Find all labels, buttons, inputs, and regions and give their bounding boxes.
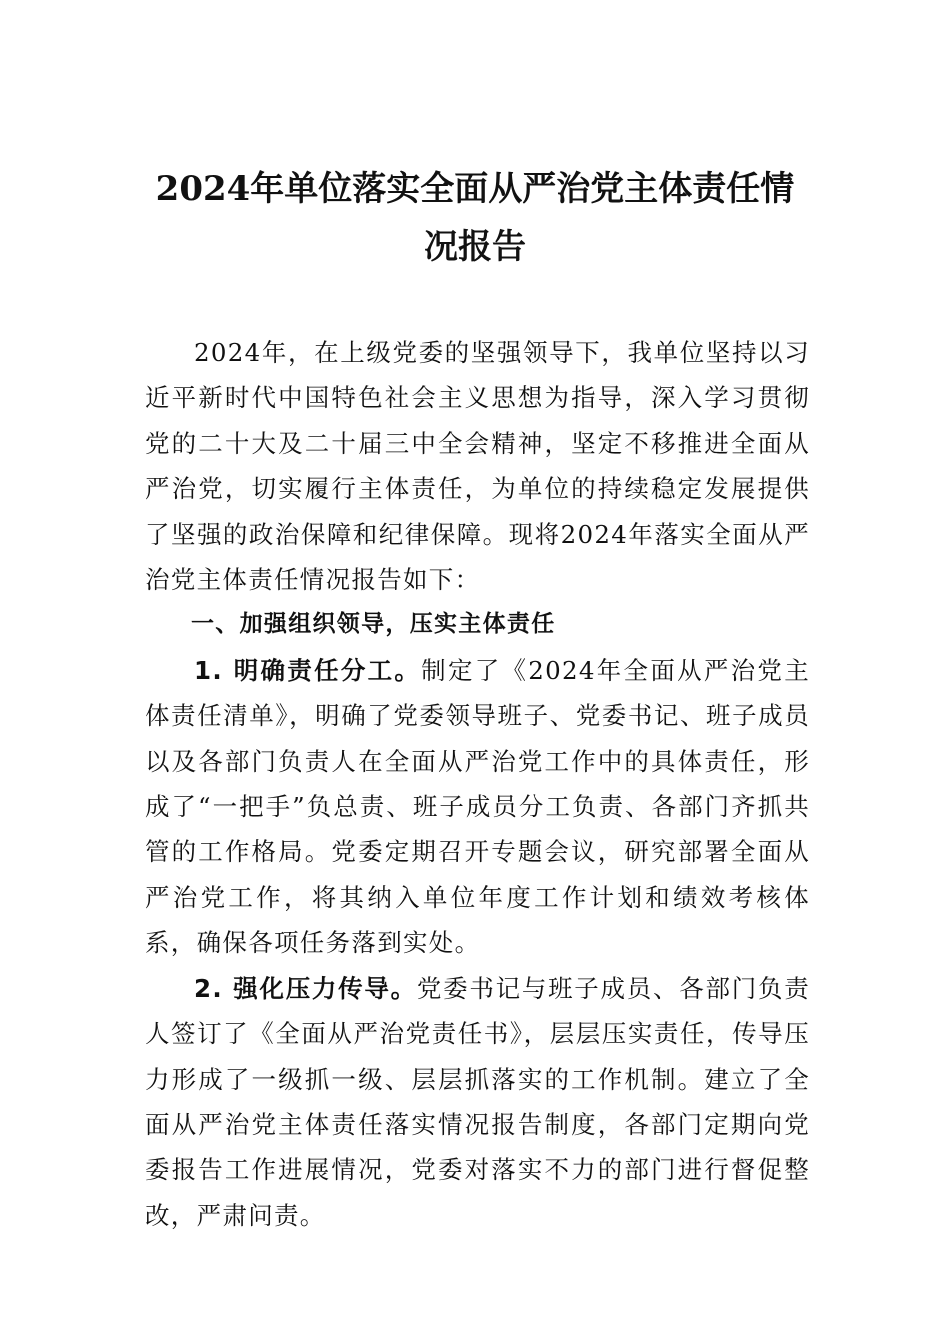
document-title: 2024年单位落实全面从严治党主体责任情况报告 — [155, 169, 795, 267]
item-text-2: 党委书记与班子成员、各部门负责人签订了《全面从严治党责任书》，层层压实责任，传导压力形成了一级抓一级、层层抓落实的工作机制。建立了全面从严治党主体责任落实情况报告制度，各部门定期向党委报告工作进展情况，党委对落实不力的部门进行督促整改，严肃问责。 — [145, 973, 811, 1230]
item-lead-1: 1. 明确责任分工。 — [194, 655, 422, 685]
intro-paragraph: 2024年，在上级党委的坚强领导下，我单位坚持以习近平新时代中国特色社会主义思想为指导，深入学习贯彻党的二十大及二十届三中全会精神，坚定不移推进全面从严治党，切实履行主体责任，为单位的持续稳定发展提供了坚强的政治保障和纪律保障。现将2024年落实全面从严治党主体责任情况报告如下： — [145, 338, 810, 595]
item-paragraph-1 — [145, 648, 810, 966]
item-paragraph-2 — [145, 966, 810, 1238]
document-body — [145, 330, 810, 1238]
item-text-1: 制定了《2024年全面从严治党主体责任清单》，明确了党委领导班子、党委书记、班子成员以及各部门负责人在全面从严治党工作中的具体责任，形成了“一把手”负总责、班子成员分工负责、各部门齐抓共管的工作格局。党委定期召开专题会议，研究部署全面从严治党工作，将其纳入单位年度工作计划和绩效考核体系，确保各项任务落到实处。 — [145, 655, 810, 958]
item-lead-2: 2. 强化压力传导。 — [194, 973, 417, 1003]
section-heading: 一、加强组织领导，压实主体责任 — [191, 611, 556, 638]
